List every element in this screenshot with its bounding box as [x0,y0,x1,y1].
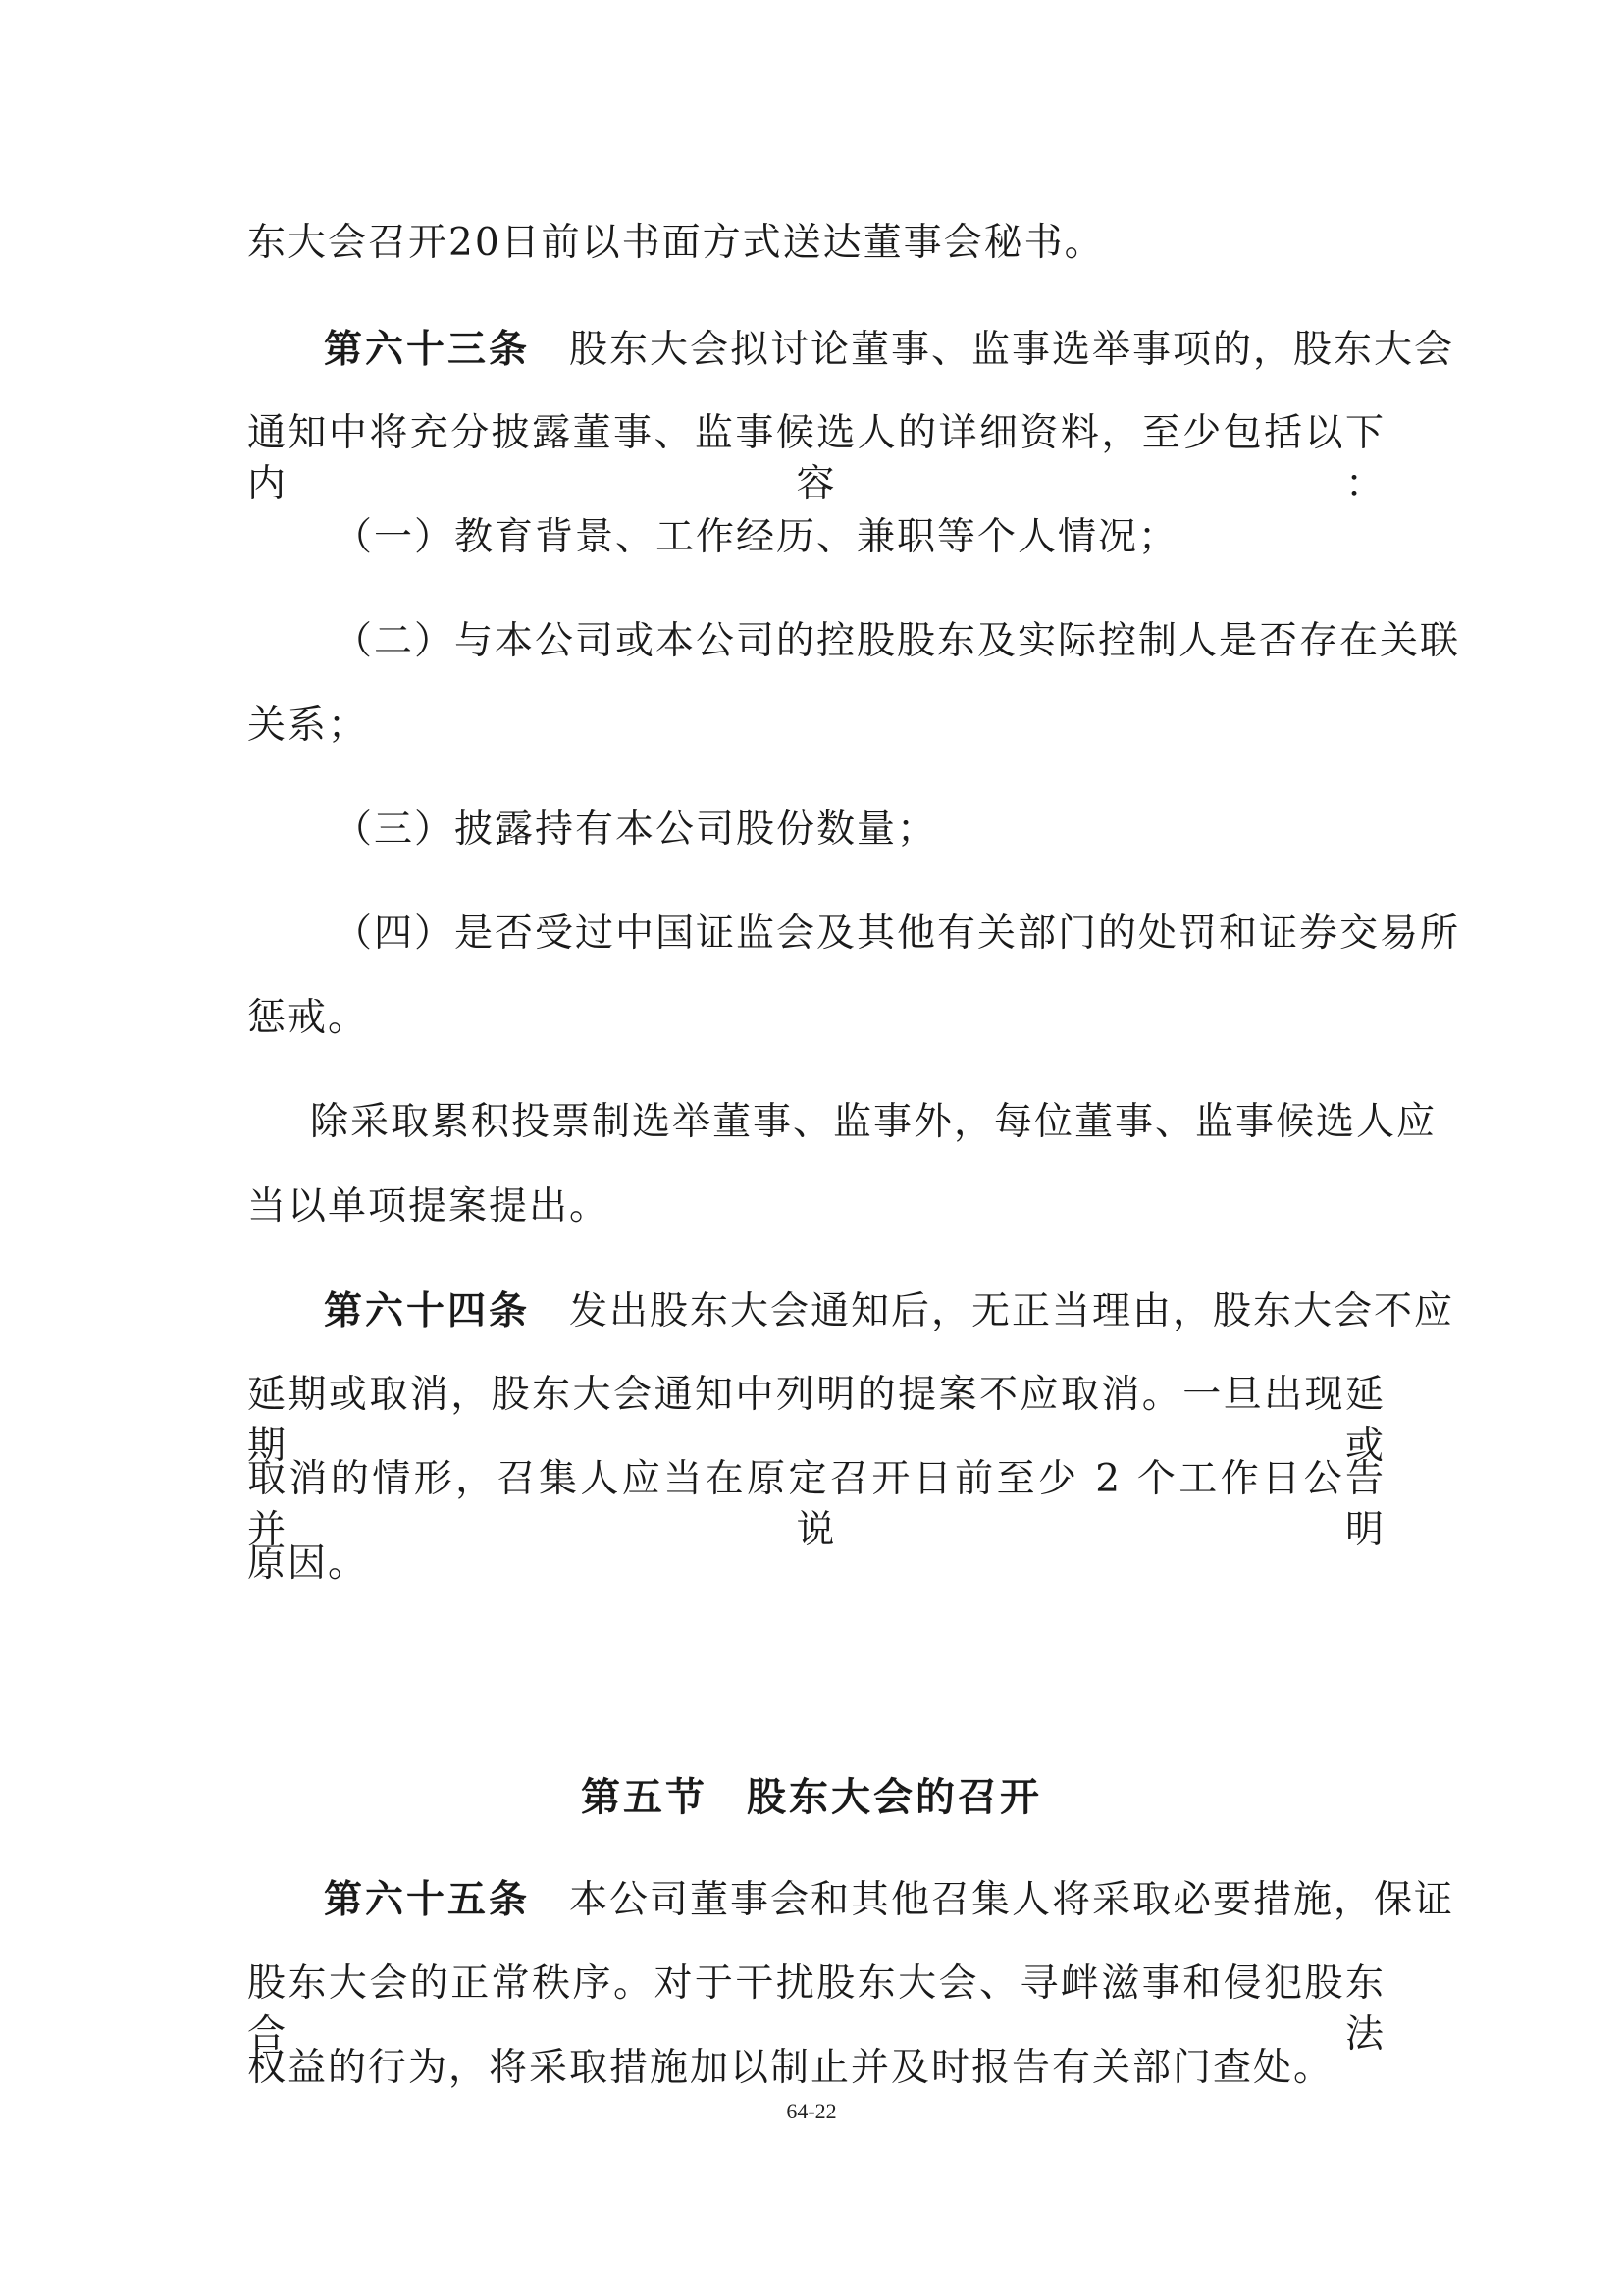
section-heading [0,1772,1623,1823]
text-line: 权益的行为，将采取措施加以制止并及时报告有关部门查处。 [247,2046,1335,2090]
text-line: 当以单项提案提出。 [247,1184,610,1228]
article-64-heading: 第六十四条 [324,1288,531,1333]
article-63-text: 股东大会拟讨论董事、监事选举事项的，股东大会 [569,328,1455,372]
text-line: 惩戒。 [247,996,369,1040]
article-65-text: 本公司董事会和其他召集人将采取必要措施，保证 [569,1878,1455,1922]
article-64-first-line [324,1285,1455,1336]
text-line: 原因。 [247,1541,369,1586]
text-line: 取消的情形，召集人应当在原定召开日前至少 2 个工作日公告并说明 [247,1457,1386,1552]
section-title-text: 股东大会的召开 [747,1774,1042,1820]
article-64-text: 发出股东大会通知后，无正当理由，股东大会不应 [569,1289,1455,1333]
page-number: 64-22 [786,2099,837,2123]
text-line: 通知中将充分披露董事、监事候选人的详细资料，至少包括以下内容： [247,411,1386,506]
list-item: （二）与本公司或本公司的控股股东及实际控制人是否存在关联 [334,619,1461,663]
text-line: 除采取累积投票制选举董事、监事外，每位董事、监事候选人应 [310,1100,1438,1144]
text-line: 东大会召开20日前以书面方式送达董事会秘书。 [247,221,1105,265]
list-item: （三）披露持有本公司股份数量； [334,808,938,852]
article-65-heading: 第六十五条 [324,1877,531,1922]
text-line: 股东大会的正常秩序。对于干扰股东大会、寻衅滋事和侵犯股东合法 [247,1961,1386,2057]
text-line: 关系； [247,704,369,748]
list-item: （四）是否受过中国证监会及其他有关部门的处罚和证券交易所 [334,912,1461,956]
article-63-first-line [324,324,1455,375]
text-line: 延期或取消，股东大会通知中列明的提案不应取消。一旦出现延期或 [247,1373,1386,1468]
article-65-first-line [324,1874,1455,1925]
article-63-heading: 第六十三条 [324,327,531,372]
list-item: （一）教育背景、工作经历、兼职等个人情况； [334,515,1179,559]
section-number: 第五节 [581,1774,707,1820]
